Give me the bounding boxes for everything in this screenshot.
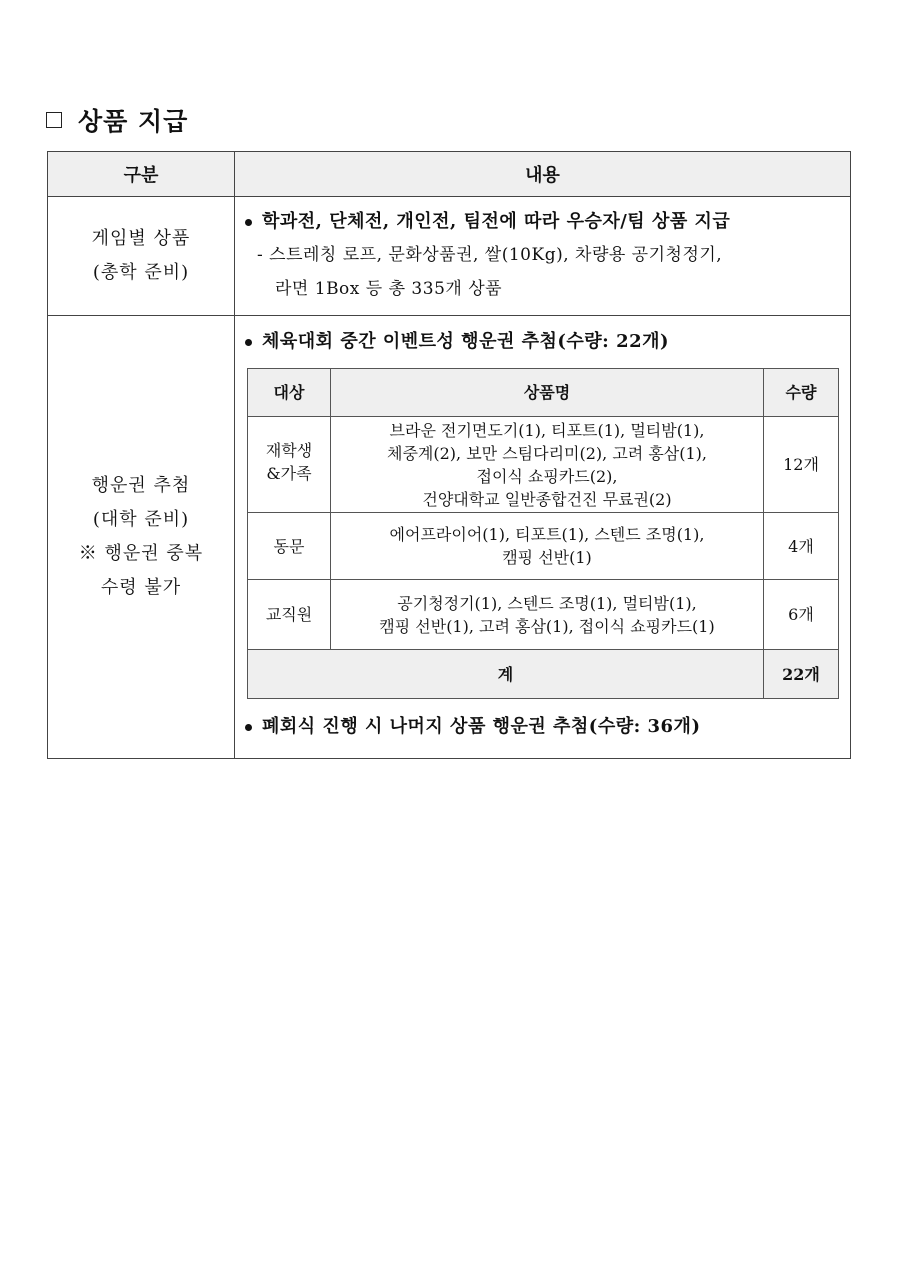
item-line: 에어프라이어(1), 티포트(1), 스텐드 조명(1),	[389, 525, 705, 544]
inner-header-item: 상품명	[331, 369, 764, 417]
bullet-text: 체육대회 중간 이벤트성 행운권 추첨(수량: 22개)	[262, 331, 670, 352]
item-line: 체중계(2), 보만 스팀다리미(2), 고려 홍삼(1),	[387, 443, 707, 463]
total-label: 계	[248, 650, 764, 699]
item-line: 브라운 전기면도기(1), 티포트(1), 멀티밤(1),	[389, 420, 705, 440]
inner-header-target: 대상	[248, 369, 331, 417]
item-line: 접이식 쇼핑카드(2),	[476, 466, 618, 486]
section-heading	[46, 100, 188, 140]
category-note: ※ 행운권 중복	[78, 543, 204, 564]
item-line: 공기청정기(1), 스텐드 조명(1), 멀티밤(1),	[397, 593, 697, 613]
inner-header-qty: 수량	[764, 369, 839, 417]
qty-cell: 12개	[764, 417, 839, 513]
content-cell	[235, 197, 851, 316]
qty-cell: 6개	[764, 580, 839, 650]
bullet-dot-icon	[245, 339, 252, 346]
category-note: 수령 불가	[100, 577, 182, 598]
target-cell	[248, 580, 331, 650]
bullet-dot-icon	[245, 724, 252, 731]
table-row	[248, 417, 839, 513]
item-cell	[331, 580, 764, 650]
section-title: 상품 지급	[78, 107, 189, 136]
qty-cell: 4개	[764, 513, 839, 580]
target-text: 재학생	[265, 441, 313, 460]
prize-table	[47, 151, 851, 759]
bullet-text: 학과전, 단체전, 개인전, 팀전에 따라 우승자/팀 상품 지급	[262, 211, 731, 232]
bullet-item	[235, 711, 850, 743]
checkbox-square-icon	[46, 112, 62, 128]
category-line: 게임별 상품	[91, 228, 191, 249]
category-cell	[48, 197, 235, 316]
category-cell	[48, 316, 235, 759]
table-row	[248, 513, 839, 580]
item-line: 건양대학교 일반종합건진 무료권(2)	[422, 489, 672, 509]
bullet-text: 폐회식 진행 시 나머지 상품 행운권 추첨(수량: 36개)	[262, 716, 701, 737]
target-text: &가족	[266, 464, 312, 483]
table-row-lucky-draw	[48, 316, 851, 759]
item-line: 캠핑 선반(1), 고려 홍삼(1), 접이식 쇼핑카드(1)	[379, 616, 715, 636]
target-text: 동문	[273, 536, 305, 556]
target-cell	[248, 513, 331, 580]
bullet-dot-icon	[245, 219, 252, 226]
lucky-draw-table	[247, 368, 839, 699]
item-line: 캠핑 선반(1)	[502, 548, 592, 567]
total-qty: 22개	[764, 650, 839, 699]
total-row	[248, 650, 839, 699]
item-cell	[331, 513, 764, 580]
sub-item: - 스트레칭 로프, 문화상품권, 쌀(10Kg), 차량용 공기청정기,	[257, 245, 723, 265]
bullet-item	[235, 326, 850, 358]
table-row-game-prizes	[48, 197, 851, 316]
target-cell	[248, 417, 331, 513]
category-line: 행운권 추첨	[91, 475, 191, 496]
content-cell	[235, 316, 851, 759]
table-header-row	[48, 152, 851, 197]
table-row	[248, 580, 839, 650]
header-content: 내용	[235, 152, 851, 197]
inner-header-row	[248, 369, 839, 417]
target-text: 교직원	[265, 605, 313, 624]
sub-item-continued: 라면 1Box 등 총 335개 상품	[275, 279, 503, 299]
item-cell	[331, 417, 764, 513]
bullet-item	[235, 206, 850, 238]
header-category: 구분	[48, 152, 235, 197]
category-line: (대학 준비)	[92, 509, 190, 530]
category-line: (총학 준비)	[92, 262, 190, 283]
